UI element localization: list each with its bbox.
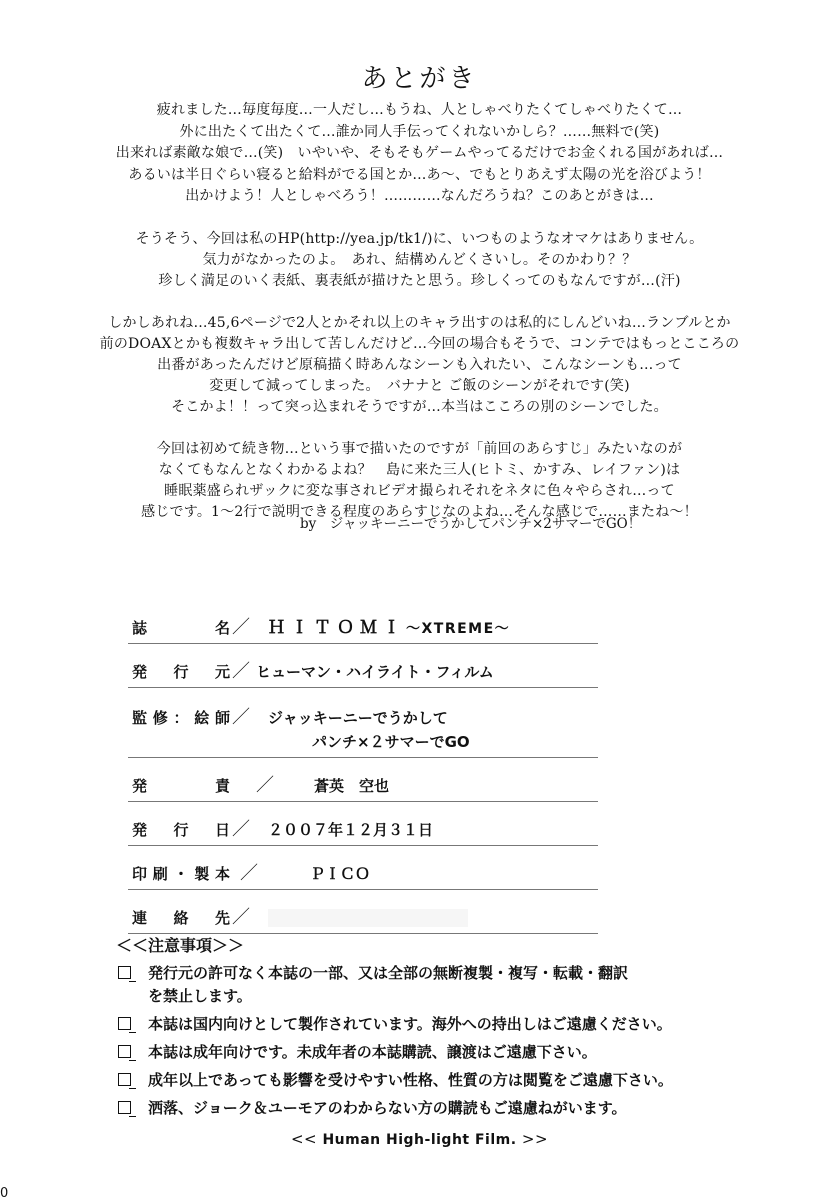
afterword-line: 変更して減ってしまった。 バナナと ご飯のシーンがそれです(笑) bbox=[209, 377, 630, 394]
colophon-slash: ／ bbox=[232, 819, 250, 840]
notice-item bbox=[112, 1013, 752, 1036]
colophon-label: 発責 bbox=[132, 777, 230, 795]
afterword-line: 出かけよう！人としゃべろう！…………なんだろうね？このあとがきは… bbox=[185, 188, 654, 204]
afterword-line: 外に出たくて出たくて…誰か同人手伝ってくれないかしら？……無料で(笑) bbox=[179, 123, 660, 140]
title-value-sub: ～XTREME～ bbox=[406, 621, 511, 637]
afterword-line: そこかよ！！って突っ込まれそうですが…本当はこころの別のシーンでした。 bbox=[171, 398, 668, 415]
contact-redacted-area bbox=[268, 909, 468, 927]
colophon-label: 発行日 bbox=[132, 821, 230, 839]
colophon-divider bbox=[128, 845, 598, 846]
colophon-label: 連絡先 bbox=[132, 909, 230, 927]
colophon-value: ２００７年１２月３１日 bbox=[268, 821, 434, 839]
footer-text: Human High-light Film. bbox=[322, 1132, 517, 1148]
colophon-divider bbox=[128, 933, 598, 934]
colophon-label: 誌名 bbox=[132, 619, 230, 637]
afterword-line: 前のDOAXとかも複数キャラ出して苦しんだけど…今回の場合もそうで、コンテではもっとこころの bbox=[99, 335, 740, 352]
page-title: あとがき bbox=[361, 64, 478, 94]
notice-text: 発行元の許可なく本誌の一部、又は全部の無断複製・複写・転載・翻訳 bbox=[148, 964, 629, 982]
colophon-value: ジャッキーニーでうかして bbox=[268, 709, 448, 727]
afterword-line: 睡眠薬盛られザックに変な事されビデオ撮られそれをネタに色々やらされ…って bbox=[164, 482, 675, 499]
afterword-line: 疲れました…毎度毎度…一人だし…もうね、人としゃべりたくてしゃべりたくて… bbox=[156, 102, 683, 118]
afterword-line: あるいは半日ぐらい寝ると給料がでる国とか…あ～、でもとりあえず太陽の光を浴びよう！ bbox=[128, 166, 711, 183]
notice-text: 本誌は国内向けとして製作されています。海外への持出しはご遠慮ください。 bbox=[148, 1015, 672, 1033]
checkbox-icon bbox=[118, 966, 131, 979]
checkbox-icon bbox=[118, 1101, 131, 1114]
notice-item bbox=[112, 1097, 752, 1120]
colophon-divider bbox=[128, 687, 598, 688]
colophon-slash: ／ bbox=[240, 863, 258, 884]
afterword-line: そうそう、今回は私のHP(http://yea.jp/tk1/)に、いつものようなオマケはありません。 bbox=[135, 230, 704, 247]
afterword-byline: by ジャッキーニーでうかしてパンチ×2サマーでGO！ bbox=[300, 516, 642, 532]
footer-left-brackets: << bbox=[290, 1130, 318, 1148]
colophon-divider bbox=[128, 889, 598, 890]
afterword-line: なくてもなんとなくわかるよね？ 島に来た三人(ヒトミ、かすみ、レイファン)は bbox=[158, 461, 681, 478]
colophon-divider bbox=[128, 801, 598, 802]
afterword-paragraph-1 bbox=[0, 100, 839, 208]
afterword-line: 出来れば素敵な娘で…(笑) いやいや、そもそもゲームやってるだけでお金くれる国があれば… bbox=[115, 145, 724, 161]
colophon-value bbox=[268, 615, 510, 642]
checkbox-icon bbox=[118, 1045, 131, 1058]
afterword-line: 感じです。1～2行で説明できる程度のあらすじなのよね…そんな感じで……またね～！ bbox=[141, 503, 698, 520]
colophon-divider bbox=[128, 643, 598, 644]
notice-heading: ＜＜注意事項＞＞ bbox=[116, 936, 245, 955]
colophon-slash: ／ bbox=[232, 907, 250, 928]
afterword-line: 珍しく満足のいく表紙、裏表紙が描けたと思う。珍しくってのもなんですが…(汗) bbox=[158, 272, 681, 289]
title-value-main: ＨＩＴＯＭＩ bbox=[268, 618, 406, 638]
afterword-body bbox=[0, 100, 839, 544]
colophon-value: ヒューマン・ハイライト・フィルム bbox=[256, 663, 494, 681]
afterword-line: 今回は初めて続き物…という事で描いたのですが「前回のあらすじ」みたいなのが bbox=[156, 440, 683, 457]
colophon-label: 監修：絵師 bbox=[132, 709, 230, 727]
notice-text: 洒落、ジョーク＆ユーモアのわからない方の購読もご遠慮ねがいます。 bbox=[148, 1099, 627, 1117]
footer-right-brackets: >> bbox=[521, 1130, 549, 1148]
colophon-divider bbox=[128, 757, 598, 758]
colophon-slash: ／ bbox=[232, 661, 250, 682]
page-number: 0 bbox=[0, 1186, 9, 1201]
colophon-value-line-2: パンチ×２サマーでGO bbox=[312, 733, 470, 751]
notice-text: 本誌は成年向けです。未成年者の本誌購読、譲渡はご遠慮下さい。 bbox=[148, 1043, 597, 1061]
notice-item bbox=[112, 1041, 752, 1064]
afterword-paragraph-2 bbox=[0, 229, 839, 292]
checkbox-icon bbox=[118, 1073, 131, 1086]
afterword-line: 出番があったんだけど原稿描く時あんなシーンも入れたい、こんなシーンも…って bbox=[157, 356, 682, 373]
notice-text: 成年以上であっても影響を受けやすい性格、性質の方は閲覧をご遠慮下さい。 bbox=[148, 1071, 673, 1089]
colophon-label: 印刷・製本 bbox=[132, 865, 230, 883]
afterword-paragraph-4 bbox=[0, 439, 839, 523]
notice-section bbox=[112, 935, 752, 1120]
publisher-footer bbox=[0, 1130, 839, 1148]
colophon-slash: ／ bbox=[232, 617, 250, 638]
colophon-value: ＰＩＣＯ bbox=[310, 865, 371, 883]
afterword-line: 気力がなかったのよ。 あれ、結構めんどくさいし。そのかわり？？ bbox=[202, 251, 637, 268]
notice-item bbox=[112, 1069, 752, 1092]
afterword-line: しかしあれね…45,6ページで2人とかそれ以上のキャラ出すのは私的にしんどいね…ランブルとか bbox=[108, 314, 731, 331]
colophon-slash: ／ bbox=[256, 775, 274, 796]
checkbox-icon bbox=[118, 1017, 131, 1030]
colophon-slash: ／ bbox=[232, 707, 250, 728]
colophon-value: 蒼英 空也 bbox=[314, 777, 390, 795]
afterword-paragraph-3 bbox=[0, 313, 839, 418]
notice-item bbox=[112, 962, 752, 1008]
notice-text-cont: を禁止します。 bbox=[148, 987, 252, 1005]
colophon-label: 発行元 bbox=[132, 663, 230, 681]
